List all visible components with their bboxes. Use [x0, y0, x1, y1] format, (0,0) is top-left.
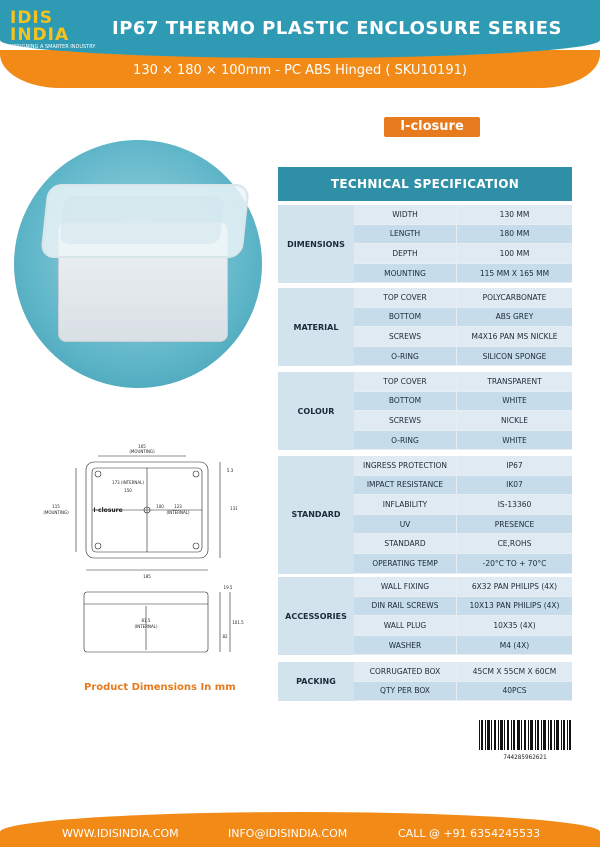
- spec-key: QTY PER BOX: [354, 682, 457, 701]
- spec-key: SCREWS: [354, 411, 457, 430]
- spec-value: SILICON SPONGE: [457, 347, 572, 366]
- spec-group-material: [278, 288, 572, 366]
- spec-key: O-RING: [354, 431, 457, 450]
- page-title: IP67 THERMO PLASTIC ENCLOSURE SERIES: [112, 18, 562, 39]
- spec-value: TRANSPARENT: [457, 372, 572, 391]
- spec-row: [354, 577, 572, 597]
- dim-side-label1: 81.5: [141, 618, 151, 623]
- spec-key: LENGTH: [354, 225, 457, 244]
- spec-key: INFLABILITY: [354, 495, 457, 514]
- dim-top-label2: (MOUNTING): [129, 449, 155, 454]
- spec-row: [354, 327, 572, 347]
- spec-key: MOUNTING: [354, 264, 457, 283]
- spec-value: CE,ROHS: [457, 534, 572, 553]
- page-subtitle: 130 × 180 × 100mm - PC ABS Hinged ( SKU10191): [133, 63, 467, 78]
- spec-value: PRESENCE: [457, 515, 572, 534]
- logo-line1: IDIS: [10, 8, 54, 28]
- spec-value: WHITE: [457, 392, 572, 411]
- footer-email-link[interactable]: INFO@IDISINDIA.COM: [228, 827, 348, 840]
- dimension-drawings: [36, 442, 246, 672]
- spec-row: [354, 411, 572, 431]
- spec-key: TOP COVER: [354, 372, 457, 391]
- spec-key: STANDARD: [354, 534, 457, 553]
- dim-side-right3: 82: [222, 634, 228, 639]
- spec-value: IS-13360: [457, 495, 572, 514]
- spec-value: 40PCS: [457, 682, 572, 701]
- enclosure-lid-window: [59, 196, 224, 244]
- dim-right-label1: 5.3: [226, 468, 234, 473]
- spec-value: 180 MM: [457, 225, 572, 244]
- dim-bottom-label: 185: [143, 574, 151, 579]
- dim-mid-label3: (INTERNAL): [166, 510, 190, 515]
- spec-value: IP67: [457, 456, 572, 475]
- dim-side-label2: (INTERNAL): [134, 624, 158, 629]
- spec-key: DIN RAIL SCREWS: [354, 597, 457, 616]
- spec-group-packing: [278, 662, 572, 701]
- spec-value: M4 (4X): [457, 636, 572, 655]
- spec-row: [354, 308, 572, 328]
- spec-key: CORRUGATED BOX: [354, 662, 457, 681]
- spec-value: POLYCARBONATE: [457, 288, 572, 307]
- spec-key: WASHER: [354, 636, 457, 655]
- dim-left-label1: 115: [52, 504, 60, 509]
- spec-value: 115 MM X 165 MM: [457, 264, 572, 283]
- spec-key: SCREWS: [354, 327, 457, 346]
- spec-group-label: COLOUR: [278, 372, 354, 450]
- spec-title: TECHNICAL SPECIFICATION: [278, 167, 572, 201]
- spec-group-label: STANDARD: [278, 456, 354, 574]
- spec-value: NICKLE: [457, 411, 572, 430]
- spec-key: WALL FIXING: [354, 577, 457, 596]
- spec-row: [354, 431, 572, 451]
- dim-side-right2: 101.5: [232, 620, 244, 625]
- spec-group-colour: [278, 372, 572, 450]
- spec-value: ABS GREY: [457, 308, 572, 327]
- spec-row: [354, 244, 572, 264]
- spec-key: BOTTOM: [354, 392, 457, 411]
- spec-value: 100 MM: [457, 244, 572, 263]
- spec-key: IMPACT RESISTANCE: [354, 476, 457, 495]
- spec-row: [354, 288, 572, 308]
- spec-row: [354, 205, 572, 225]
- spec-key: INGRESS PROTECTION: [354, 456, 457, 475]
- drawing-box-text: I-closure: [93, 507, 123, 514]
- spec-value: IK07: [457, 476, 572, 495]
- dim-inner-label2: 150: [124, 488, 132, 493]
- dim-mid-label2: 123: [174, 504, 182, 509]
- spec-key: OPERATING TEMP: [354, 554, 457, 573]
- spec-key: BOTTOM: [354, 308, 457, 327]
- spec-value: M4X16 PAN MS NICKLE: [457, 327, 572, 346]
- logo-line2: INDIA: [10, 25, 70, 45]
- dim-left-label2: (MOUNTING): [43, 510, 69, 515]
- spec-row: [354, 495, 572, 515]
- spec-row: [354, 476, 572, 496]
- dimensions-caption: Product Dimensions In mm: [84, 682, 236, 693]
- dim-right-label2: 131: [230, 506, 238, 511]
- spec-table: [278, 167, 572, 201]
- spec-row: [354, 554, 572, 574]
- spec-row: [354, 456, 572, 476]
- spec-group-label: ACCESSORIES: [278, 577, 354, 655]
- dim-top-label1: 165: [138, 444, 146, 449]
- spec-row: [354, 515, 572, 535]
- spec-key: WALL PLUG: [354, 616, 457, 635]
- logo: [10, 10, 104, 52]
- spec-row: [354, 264, 572, 284]
- spec-row: [354, 372, 572, 392]
- spec-group-dimensions: [278, 205, 572, 283]
- brand-logo: I-closure: [384, 117, 480, 137]
- footer-website-link[interactable]: WWW.IDISINDIA.COM: [62, 827, 179, 840]
- barcode-number: 744285962621: [503, 754, 547, 761]
- spec-row: [354, 636, 572, 656]
- spec-row: [354, 597, 572, 617]
- spec-value: 6X32 PAN PHILIPS (4X): [457, 577, 572, 596]
- spec-row: [354, 616, 572, 636]
- spec-value: 10X13 PAN PHILIPS (4X): [457, 597, 572, 616]
- spec-key: O-RING: [354, 347, 457, 366]
- barcode: [477, 720, 573, 760]
- spec-key: WIDTH: [354, 205, 457, 224]
- footer-phone-link[interactable]: CALL @ +91 6354245533: [398, 827, 541, 840]
- spec-group-standard: [278, 456, 572, 574]
- spec-group-label: DIMENSIONS: [278, 205, 354, 283]
- spec-key: UV: [354, 515, 457, 534]
- dim-inner-label1: 173 (INTERNAL): [112, 480, 144, 485]
- spec-value: 130 MM: [457, 205, 572, 224]
- spec-value: WHITE: [457, 431, 572, 450]
- logo-tagline: DESIGNING A SMARTER INDUSTRY: [10, 44, 96, 50]
- spec-row: [354, 534, 572, 554]
- header: [0, 0, 600, 88]
- dim-side-right1: 19.5: [223, 585, 233, 590]
- spec-row: [354, 347, 572, 367]
- spec-group-accessories: [278, 577, 572, 655]
- barcode-icon: [477, 720, 573, 752]
- spec-group-label: MATERIAL: [278, 288, 354, 366]
- spec-row: [354, 225, 572, 245]
- spec-row: [354, 662, 572, 682]
- spec-row: [354, 682, 572, 702]
- dim-mid-label1: 100: [156, 504, 164, 509]
- spec-key: TOP COVER: [354, 288, 457, 307]
- spec-key: DEPTH: [354, 244, 457, 263]
- spec-value: 10X35 (4X): [457, 616, 572, 635]
- spec-row: [354, 392, 572, 412]
- spec-value: -20°C TO + 70°C: [457, 554, 572, 573]
- spec-value: 45CM X 55CM X 60CM: [457, 662, 572, 681]
- spec-group-label: PACKING: [278, 662, 354, 701]
